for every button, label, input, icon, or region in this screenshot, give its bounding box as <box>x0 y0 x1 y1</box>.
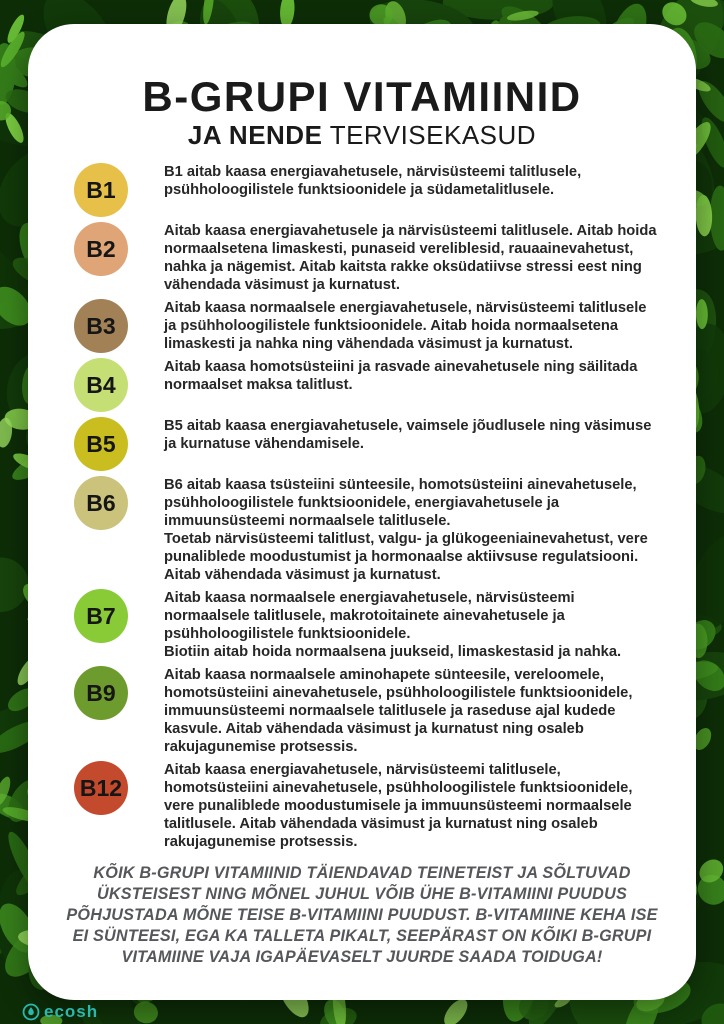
footer-note: KÕIK B-GRUPI VITAMIINID TÄIENDAVAD TEINETEIST JA SÕLTUVAD ÜKSTEISEST NING MÕNEL JUHUL VÕIB ÜHE B-VITAMIINI PUUDUS PÕHJUSTADA MÕNE TEISE B-VITAMIINI PUUDUST. B-VITAMIINE KEHA ISE EI SÜNTEESI, EGA KA TALLETA PIKALT, SEEPÄRAST ON KÕIKI B-GRUPI VITAMIINE VAJA IGAPÄEVASELT JUURDE SAADA TOIDUGA! <box>66 864 658 966</box>
vitamin-row-b1 <box>64 163 660 217</box>
ecosh-drop-icon <box>22 1003 40 1021</box>
vitamin-badge-b5: B5 <box>74 417 128 471</box>
vitamin-text-b6: B6 aitab kaasa tsüsteiini sünteesile, homotsüsteiini ainevahetusele, psühholoogilistele funktsioonidele, energiavahetusele ja immuunsüsteemi normaalsele talitlusele. <box>164 477 637 529</box>
vitamin-description-b4 <box>164 358 660 394</box>
vitamin-text2-b6: Toetab närvisüsteemi talitlust, valgu- ja glükogeeniainevahetust, vere punaliblede moodustumist ja hormonaalse aktiivsuse regulatsiooni. Aitab vähendada väsimust ja kurnatust. <box>164 531 648 583</box>
vitamin-row-b12 <box>64 761 660 851</box>
vitamin-description-b12 <box>164 761 660 851</box>
vitamin-description-b9 <box>164 666 660 756</box>
vitamin-description-b7 <box>164 589 660 661</box>
vitamin-text-b7: Aitab kaasa normaalsele energiavahetusele, närvisüsteemi normaalsele talitlusele, makrotoitainete ainevahetusele ja psühholoogilistele funktsioonidele. <box>164 590 575 642</box>
ecosh-logo-text: ecosh <box>44 1002 99 1021</box>
vitamin-list <box>64 163 660 851</box>
infographic-card <box>28 24 696 1000</box>
vitamin-badge-b7: B7 <box>74 589 128 643</box>
subtitle-bold-part: JA NENDE <box>187 120 323 150</box>
vitamin-text-b3: Aitab kaasa normaalsele energiavahetusele, närvisüsteemi talitlusele ja psühholoogilistele funktsioonidele. Aitab hoida normaalsetena limaskesti ja nahka ning vähendada väsimust ja kurnatust. <box>164 300 647 352</box>
vitamin-description-b2 <box>164 222 660 294</box>
vitamin-text-b5: B5 aitab kaasa energiavahetusele, vaimsele jõudlusele ning väsimuse ja kurnatuse vähendamisele. <box>164 418 652 452</box>
vitamin-text-b1: B1 aitab kaasa energiavahetusele, närvisüsteemi talitlusele, psühholoogilistele funktsioonidele ja südametalitlusele. <box>164 164 582 198</box>
vitamin-description-b3 <box>164 299 660 353</box>
vitamin-row-b9 <box>64 666 660 756</box>
page-title: B-GRUPI VITAMIINID <box>142 73 582 120</box>
vitamin-description-b1 <box>164 163 660 199</box>
vitamin-text-b4: Aitab kaasa homotsüsteiini ja rasvade ainevahetusele ning säilitada normaalset maksa talitlust. <box>164 359 638 393</box>
subtitle-regular-part: TERVISEKASUD <box>322 120 537 150</box>
vitamin-text-b9: Aitab kaasa normaalsele aminohapete sünteesile, vereloomele, homotsüsteiini ainevahetusele, psühholoogilistele funktsioonidele, immuunsüsteemi normaalsele talitlusele ja raseduse ajal kudede kasvule. Aitab vähendada väsimust ja kurnatust ning osaleb rakujagunemise protsessis. <box>164 667 633 755</box>
page-subtitle <box>64 120 660 150</box>
vitamin-row-b2 <box>64 222 660 294</box>
vitamin-badge-b12: B12 <box>74 761 128 815</box>
vitamin-row-b6 <box>64 476 660 584</box>
vitamin-badge-b6: B6 <box>74 476 128 530</box>
vitamin-text-b12: Aitab kaasa energiavahetusele, närvisüsteemi talitlusele, homotsüsteiini ainevahetusele, psühholoogilistele funktsioonidele, vere punaliblede moodustumisele ja immuunsüsteemi normaalsele talitlusele. Aitab vähendada väsimust ja kurnatust ning osaleb rakujagunemise protsessis. <box>164 762 633 850</box>
vitamin-description-b6 <box>164 476 660 584</box>
vitamin-row-b5 <box>64 417 660 471</box>
vitamin-description-b5 <box>164 417 660 453</box>
vitamin-row-b7 <box>64 589 660 661</box>
vitamin-row-b3 <box>64 299 660 353</box>
vitamin-badge-b4: B4 <box>74 358 128 412</box>
vitamin-badge-b9: B9 <box>74 666 128 720</box>
vitamin-text-b2: Aitab kaasa energiavahetusele ja närvisüsteemi talitlusele. Aitab hoida normaalsetena limaskesti, punaseid vereliblesid, rauaainevahetust, nahka ja nägemist. Aitab kaitsta rakke oksüdatiivse stressi eest ning vähendada väsimust ja kurnatust. <box>164 223 657 293</box>
vitamin-badge-b1: B1 <box>74 163 128 217</box>
vitamin-text2-b7: Biotiin aitab hoida normaalsena juukseid, limaskestasid ja nahka. <box>164 644 622 660</box>
vitamin-badge-b2: B2 <box>74 222 128 276</box>
vitamin-row-b4 <box>64 358 660 412</box>
ecosh-logo <box>22 1002 98 1022</box>
vitamin-badge-b3: B3 <box>74 299 128 353</box>
